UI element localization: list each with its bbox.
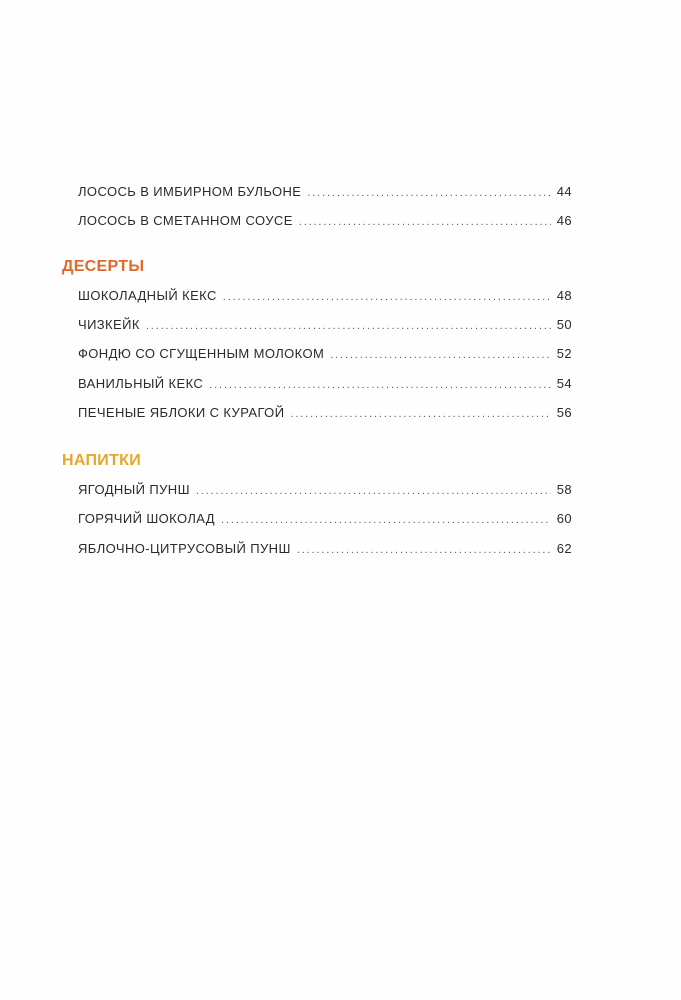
entry-page-number: 52	[556, 346, 572, 361]
entry-title: ШОКОЛАДНЫЙ КЕКС	[78, 288, 217, 303]
entry-page-number: 60	[556, 511, 572, 526]
dot-leader	[330, 349, 551, 361]
entry-page-number: 58	[556, 482, 572, 497]
dot-leader	[290, 408, 550, 420]
dot-leader	[196, 485, 551, 497]
section-heading-desserts: ДЕСЕРТЫ	[62, 258, 145, 275]
entry-title: ФОНДЮ СО СГУЩЕННЫМ МОЛОКОМ	[78, 346, 325, 361]
entry-title: ЧИЗКЕЙК	[78, 317, 140, 332]
toc-entry[interactable]	[78, 346, 572, 366]
toc-entry[interactable]	[78, 184, 572, 204]
entry-page-number: 46	[556, 213, 572, 228]
dot-leader	[146, 320, 551, 332]
dot-leader	[297, 544, 551, 556]
entry-title: ЛОСОСЬ В ИМБИРНОМ БУЛЬОНЕ	[78, 184, 302, 199]
entry-title: ЛОСОСЬ В СМЕТАННОМ СОУСЕ	[78, 213, 293, 228]
toc-entry[interactable]	[78, 482, 572, 502]
entry-page-number: 44	[556, 184, 572, 199]
toc-entry[interactable]	[78, 317, 572, 337]
dot-leader	[221, 514, 551, 526]
dot-leader	[223, 291, 551, 303]
dot-leader	[299, 216, 551, 228]
toc-entry[interactable]	[78, 376, 572, 396]
toc-entry[interactable]	[78, 541, 572, 561]
toc-entry[interactable]	[78, 288, 572, 308]
entry-title: ЯГОДНЫЙ ПУНШ	[78, 482, 190, 497]
dot-leader	[307, 187, 550, 199]
entry-page-number: 48	[556, 288, 572, 303]
entry-title: ВАНИЛЬНЫЙ КЕКС	[78, 376, 204, 391]
entry-title: ПЕЧЕНЫЕ ЯБЛОКИ С КУРАГОЙ	[78, 405, 285, 420]
toc-entry[interactable]	[78, 405, 572, 425]
entry-page-number: 50	[556, 317, 572, 332]
entry-page-number: 62	[556, 541, 572, 556]
entry-title: ЯБЛОЧНО-ЦИТРУСОВЫЙ ПУНШ	[78, 541, 291, 556]
toc-entry[interactable]	[78, 511, 572, 531]
entry-page-number: 56	[556, 405, 572, 420]
toc-entry[interactable]	[78, 213, 572, 233]
dot-leader	[209, 379, 551, 391]
section-heading-drinks: НАПИТКИ	[62, 452, 142, 469]
entry-title: ГОРЯЧИЙ ШОКОЛАД	[78, 511, 216, 526]
entry-page-number: 54	[556, 376, 572, 391]
